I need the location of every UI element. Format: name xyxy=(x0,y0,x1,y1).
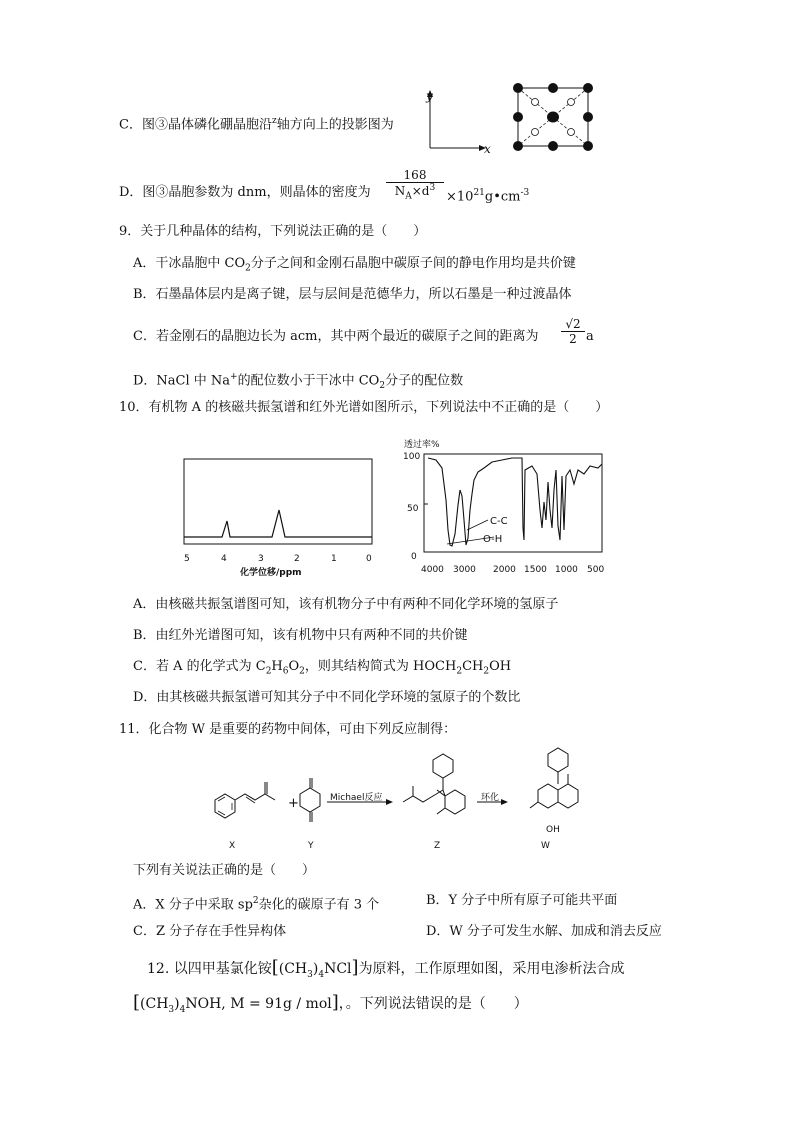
nmr-spectrum-figure xyxy=(180,455,380,555)
q9-option-b: B．石墨晶体层内是离子键，层与层间是范德华力，所以石墨是一种过渡晶体 xyxy=(133,287,572,302)
q11-option-c: C．Z 分子存在手性异构体 xyxy=(133,924,287,939)
ir-xtick-1000: 1000 xyxy=(555,565,578,575)
nmr-tick-1: 1 xyxy=(331,554,337,564)
ir-ytick-0: 0 xyxy=(411,552,417,562)
q8-option-d-fraction: $\frac{168}{N_A\times d^3}$ xyxy=(386,168,444,201)
compound-x-label: X xyxy=(229,841,236,851)
q11-option-a: A．X 分子中采取 $sp^2$杂化的碳原子有 3 个 xyxy=(133,896,380,913)
q10-option-b: B．由红外光谱图可知，该有机物中只有两种不同的共价键 xyxy=(133,628,468,643)
q10-option-a: A．由核磁共振氢谱图可知，该有机物分子中有两种不同化学环境的氢原子 xyxy=(133,597,559,612)
reaction-plus: + xyxy=(288,796,299,811)
q11-option-b: B．Y 分子中所有原子可能共平面 xyxy=(426,893,618,908)
ir-annotation-cc: C-C xyxy=(490,516,508,527)
ir-xtick-2000: 2000 xyxy=(493,565,516,575)
ir-xtick-3000: 3000 xyxy=(453,565,476,575)
q9-option-c-a: a xyxy=(586,329,594,344)
axis-y-label: y xyxy=(426,89,433,103)
ir-annotation-oh: O-H xyxy=(483,534,503,545)
compound-w-label: W xyxy=(541,841,550,851)
ir-ylabel: 透过率% xyxy=(404,440,440,450)
q8-option-d-text: D．图③晶胞参数为 dnm，则晶体的密度为 xyxy=(119,185,371,200)
q10-stem: 10．有机物 A 的核磁共振氢谱和红外光谱如图所示，下列说法中不正确的是（ ） xyxy=(119,400,609,415)
q10-option-d: D．由其核磁共振氢谱可知其分子中不同化学环境的氢原子的个数比 xyxy=(133,690,521,705)
q12-line2: [$(CH_3)_4NOH$, M = 91g / mol]，。下列说法错误的是（ ） xyxy=(133,992,528,1015)
q8-option-c: C．图③晶体磷化硼晶胞沿$^z$轴方向上的投影图为 xyxy=(119,116,394,133)
q9-option-c-fraction: $\frac{√2}{2}$ xyxy=(561,317,585,346)
reaction-arrow2-label: 环化 xyxy=(481,793,500,803)
compound-w-oh: OH xyxy=(546,825,560,835)
q11-stem: 11．化合物 W 是重要的药物中间体，可由下列反应制得： xyxy=(119,722,457,737)
nmr-tick-0: 0 xyxy=(366,554,372,564)
ir-xtick-500: 500 xyxy=(587,565,605,575)
nmr-tick-3: 3 xyxy=(258,554,264,564)
axis-x-label: x xyxy=(484,142,491,156)
ir-ytick-100: 100 xyxy=(403,452,421,462)
nmr-tick-5: 5 xyxy=(184,554,190,564)
q11-sub-stem: 下列有关说法正确的是（ ） xyxy=(133,863,316,878)
nmr-tick-4: 4 xyxy=(221,554,227,564)
compound-y-label: Y xyxy=(308,841,314,851)
nmr-tick-2: 2 xyxy=(294,554,300,564)
ir-ytick-50: 50 xyxy=(407,504,419,514)
reaction-scheme-figure xyxy=(205,748,625,848)
q9-option-c: C．若金刚石的晶胞边长为 acm，其中两个最近的碳原子之间的距离为 xyxy=(133,329,539,344)
q9-stem: 9．关于几种晶体的结构，下列说法正确的是（ ） xyxy=(119,224,427,239)
q11-option-d: D．W 分子可发生水解、加成和消去反应 xyxy=(426,924,662,939)
q9-option-d: D．NaCl 中 Na+的配位数小于干冰中 $CO_2$分子的配位数 xyxy=(133,372,464,391)
q8-option-d-unit: $\times 10^{21}g•cm^{-3}$ xyxy=(446,188,530,205)
reaction-arrow1-label: Michael反应 xyxy=(330,793,383,803)
ir-spectrum-figure xyxy=(422,450,606,558)
q9-option-a: A．干冰晶胞中 $CO_2$分子之间和金刚石晶胞中碳原子间的静电作用均是共价键 xyxy=(133,256,576,274)
q12-line1: 12. 以四甲基氯化铵$[(CH_3)_4NCl]$为原料，工作原理如图，采用电渗析法合成 xyxy=(147,957,625,980)
nmr-xlabel: 化学位移/ppm xyxy=(240,568,302,578)
compound-z-label: Z xyxy=(434,841,441,851)
q10-option-c: C．若 A 的化学式为 $C_2H_6O_2$，则其结构简式为 $HOCH_2CH_2OH$ xyxy=(133,659,512,677)
crystal-projection-figure xyxy=(508,82,598,152)
ir-xtick-1500: 1500 xyxy=(524,565,547,575)
ir-xtick-4000: 4000 xyxy=(421,565,444,575)
